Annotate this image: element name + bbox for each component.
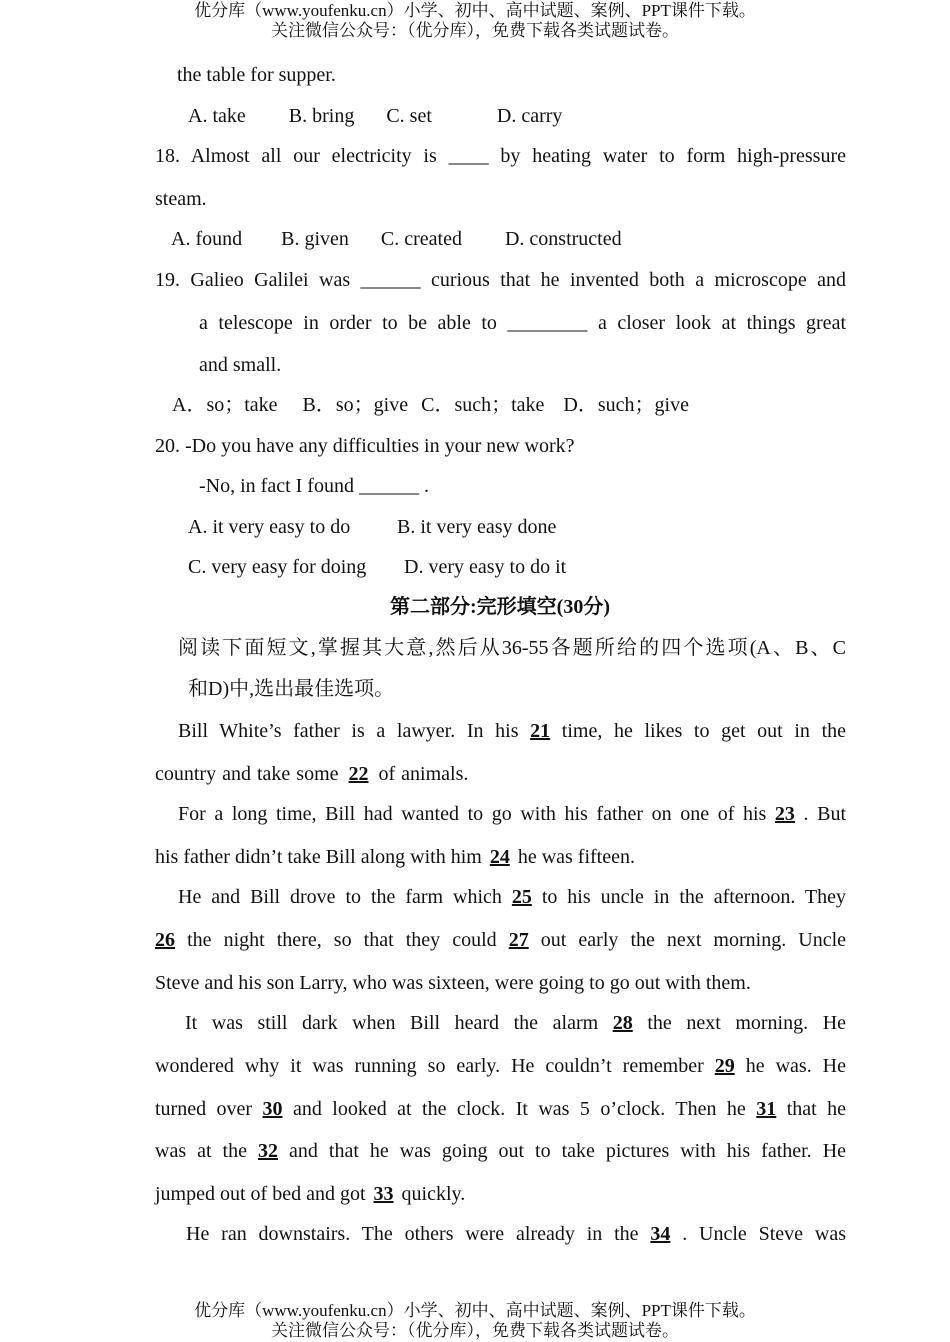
q17-option-a: A. take	[188, 105, 246, 127]
passage-line-10	[155, 1097, 846, 1121]
q17-option-d: D. carry	[496, 105, 563, 127]
passage-text: out early the next morning. Uncle	[540, 929, 847, 951]
header-line-2: 关注微信公众号：（优分库），免费下载各类试题试卷。	[271, 21, 679, 40]
passage-line-6	[155, 928, 846, 952]
passage-text: to his uncle in the afternoon. They	[541, 886, 846, 908]
footer-line-2: 关注微信公众号：（优分库），免费下载各类试题试卷。	[271, 1321, 679, 1340]
q18-option-b: B. given	[281, 228, 349, 250]
section-instruction-line-1: 阅读下面短文,掌握其大意,然后从36-55各题所给的四个选项(A、B、C	[178, 637, 846, 659]
passage-line-13	[186, 1222, 846, 1246]
blank-29: 29	[714, 1055, 735, 1077]
q19-option-b: B．so；give	[302, 394, 409, 416]
q19-stem-line-2: a telescope in order to be able to ________ a closer look at things great	[199, 312, 846, 334]
blank-34: 34	[650, 1223, 671, 1245]
passage-line-7: Steve and his son Larry, who was sixteen, were going to go out with them.	[155, 972, 751, 994]
q20-option-a: A. it very easy to do	[188, 516, 351, 538]
section-title: 第二部分:完形填空(30分)	[390, 596, 610, 618]
blank-23: 23	[774, 803, 795, 825]
section-instruction-line-2: 和D)中,选出最佳选项。	[188, 678, 395, 700]
q20-option-c: C. very easy for doing	[188, 556, 367, 578]
q19-stem-line-3: and small.	[199, 354, 282, 376]
q19-options	[172, 393, 689, 417]
blank-28: 28	[612, 1012, 633, 1034]
passage-text: wondered why it was running so early. He couldn’t remember	[155, 1055, 704, 1077]
passage-line-1	[178, 719, 846, 743]
passage-text: of animals.	[378, 763, 469, 785]
blank-32: 32	[258, 1140, 279, 1162]
q17-option-c: C. set	[386, 105, 432, 127]
q19-option-d: D．such；give	[563, 394, 689, 416]
passage-text: It was still dark when Bill heard the alarm	[185, 1012, 599, 1034]
q18-stem-line-2: steam.	[155, 188, 207, 210]
passage-line-8	[185, 1011, 846, 1035]
passage-text: For a long time, Bill had wanted to go with his father on one of his	[178, 803, 767, 825]
passage-text: He ran downstairs. The others were already in the	[186, 1223, 639, 1245]
passage-text: the next morning. He	[647, 1012, 847, 1034]
passage-line-9	[155, 1054, 846, 1078]
blank-22: 22	[348, 763, 369, 785]
blank-30: 30	[262, 1098, 283, 1120]
q19-option-c: C．such；take	[421, 394, 545, 416]
q18-option-a: A. found	[171, 228, 243, 250]
blank-33: 33	[373, 1183, 394, 1205]
q20-option-b: B. it very easy done	[397, 516, 557, 538]
blank-31: 31	[756, 1098, 777, 1120]
passage-text: Bill White’s father is a lawyer. In his	[178, 720, 519, 742]
blank-25: 25	[511, 886, 532, 908]
passage-text: he was. He	[745, 1055, 847, 1077]
q18-option-d: D. constructed	[504, 228, 622, 250]
passage-text: He and Bill drove to the farm which	[178, 886, 502, 908]
passage-line-4	[155, 845, 635, 869]
q18-option-c: C. created	[380, 228, 462, 250]
passage-text: turned over	[155, 1098, 253, 1120]
passage-text: was at the	[155, 1140, 247, 1162]
blank-26: 26	[155, 929, 175, 951]
passage-text: and that he was going out to take pictures with his father. He	[289, 1140, 847, 1162]
passage-line-2	[155, 762, 468, 786]
passage-text: the night there, so that they could	[187, 929, 497, 951]
passage-text: quickly.	[401, 1183, 466, 1205]
passage-text: country and take some	[155, 763, 339, 785]
passage-text: time, he likes to get out in the	[561, 720, 846, 742]
q20-stem-line-1: 20. -Do you have any difficulties in your new work?	[155, 435, 575, 457]
q17-option-b: B. bring	[288, 105, 355, 127]
q20-option-d: D. very easy to do it	[404, 556, 567, 578]
q17-options	[188, 104, 562, 128]
passage-text: and looked at the clock. It was 5 o’clock. Then he	[292, 1098, 746, 1120]
q17-stem-tail: the table for supper.	[177, 64, 336, 86]
passage-text: that he	[786, 1098, 847, 1120]
passage-text: . Uncle Steve was	[682, 1223, 847, 1245]
q19-option-a: A．so；take	[172, 394, 278, 416]
blank-27: 27	[508, 929, 529, 951]
passage-text: his father didn’t take Bill along with him	[155, 846, 482, 868]
passage-text: he was fifteen.	[517, 846, 635, 868]
passage-line-12	[155, 1182, 465, 1206]
passage-text: . But	[803, 803, 847, 825]
q18-options	[171, 227, 622, 251]
passage-line-3	[178, 802, 846, 826]
q18-stem-line-1: 18. Almost all our electricity is ____ by heating water to form high-pressure	[155, 145, 846, 167]
q19-stem-line-1: 19. Galieo Galilei was ______ curious that he invented both a microscope and	[155, 269, 846, 291]
header-line-1: 优分库（www.youfenku.cn）小学、初中、高中试题、案例、PPT课件下载。	[194, 1, 756, 20]
passage-line-5	[178, 885, 846, 909]
q20-stem-line-2: -No, in fact I found ______ .	[199, 475, 429, 497]
blank-21: 21	[530, 720, 551, 742]
footer-line-1: 优分库（www.youfenku.cn）小学、初中、高中试题、案例、PPT课件下载。	[194, 1301, 756, 1320]
passage-text: jumped out of bed and got	[155, 1183, 366, 1205]
passage-line-11	[155, 1139, 846, 1163]
blank-24: 24	[489, 846, 510, 868]
